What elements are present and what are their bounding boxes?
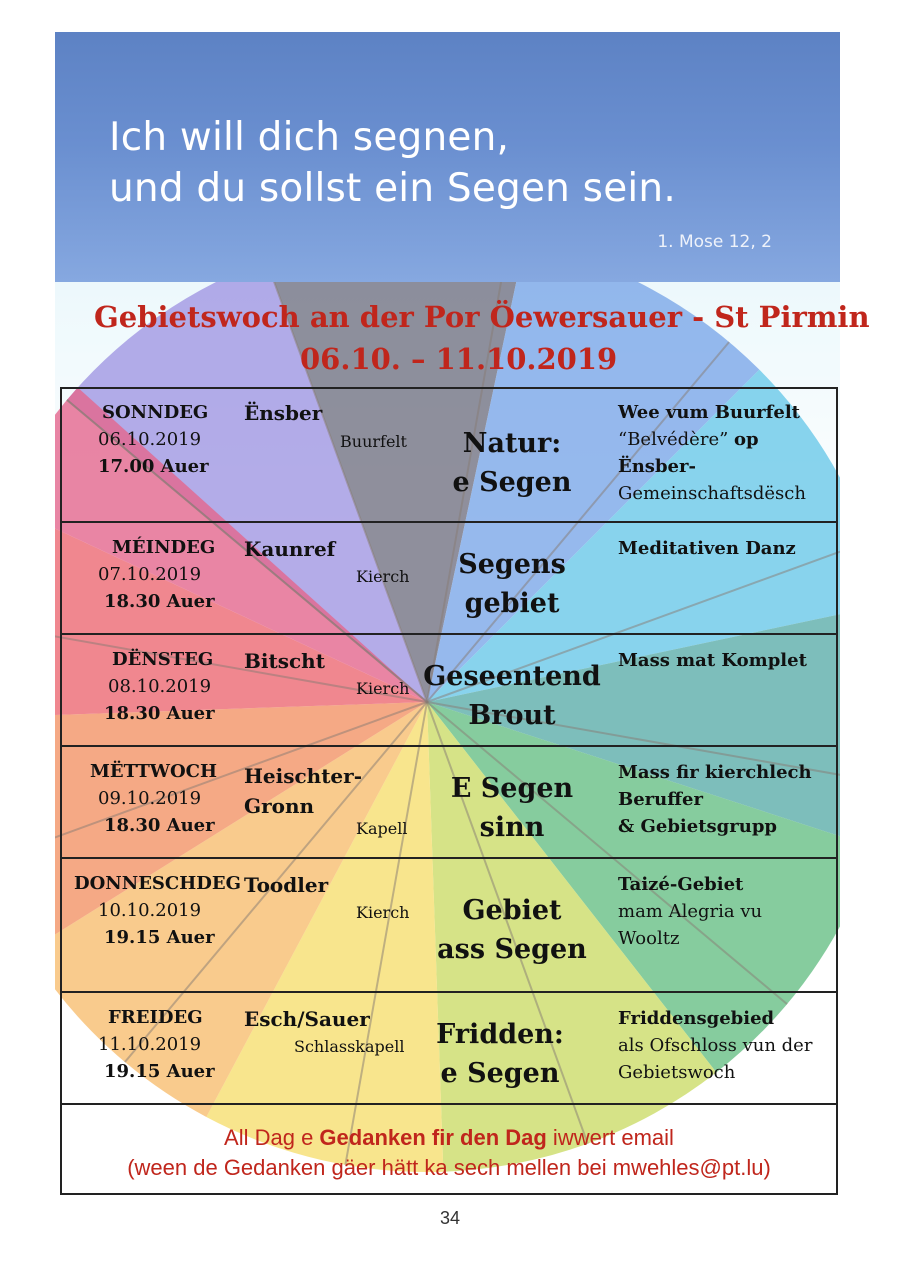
footer-text: iwwert email: [546, 1125, 674, 1150]
theme-line-1: Natur:: [462, 428, 562, 459]
time: 17.00 Auer: [98, 456, 209, 477]
date: 06.10.2019: [98, 429, 202, 450]
date: 10.10.2019: [98, 900, 202, 921]
theme-line-1: Gebiet: [462, 895, 562, 926]
desc-line: Beruffer: [618, 789, 703, 810]
place-line-2: Gronn: [244, 794, 315, 818]
day-name: DËNSTEG: [112, 649, 214, 670]
date: 08.10.2019: [108, 676, 212, 697]
footer-text: All Dag e: [224, 1125, 320, 1150]
footer-line-2: (ween de Gedanken gäer hätt ka sech mellen bei mwehles@pt.lu): [127, 1155, 771, 1180]
quote-line-2: und du sollst ein Segen sein.: [109, 166, 676, 211]
desc-line: Mass mat Komplet: [618, 650, 807, 671]
table-row: [62, 747, 836, 859]
theme-line-2: e Segen: [440, 1058, 560, 1089]
table-row: [62, 389, 836, 523]
desc-line: Gebietswoch: [618, 1062, 736, 1083]
theme-line-1: Fridden:: [436, 1019, 564, 1050]
location: Kierch: [356, 679, 410, 698]
day-name: SONNDEG: [102, 402, 209, 423]
desc-line: mam Alegria vu: [618, 901, 763, 922]
desc-line: [618, 426, 806, 453]
place: Bitscht: [244, 649, 325, 673]
date: 11.10.2019: [98, 1034, 202, 1055]
theme: [422, 657, 602, 735]
time: 18.30 Auer: [104, 703, 215, 724]
day-name: DONNESCHDEG: [74, 873, 241, 894]
theme-line-1: Segens: [458, 549, 566, 580]
desc-line: Gemeinschaftsdësch: [618, 483, 806, 504]
day-name: MËTTWOCH: [90, 761, 218, 782]
theme-line-2: e Segen: [452, 467, 572, 498]
day-name: FREIDEG: [108, 1007, 203, 1028]
bible-quote: [109, 112, 676, 214]
quote-line-1: Ich will dich segnen,: [109, 115, 510, 160]
desc-line: Wee vum Buurfelt: [618, 402, 800, 423]
description: [618, 647, 807, 674]
table-row: [62, 859, 836, 993]
time: 18.30 Auer: [104, 591, 215, 612]
theme-line-2: sinn: [479, 812, 545, 843]
theme-line-2: Brout: [468, 700, 556, 731]
footer-note: [62, 1103, 836, 1193]
theme-line-2: ass Segen: [437, 934, 587, 965]
desc-line: Taizé-Gebiet: [618, 874, 744, 895]
footer-bold-text: Gedanken fir den Dag: [319, 1125, 547, 1150]
theme: [410, 1015, 590, 1093]
theme: [422, 545, 602, 623]
time: 18.30 Auer: [104, 815, 215, 836]
theme-line-1: E Segen: [450, 773, 574, 804]
desc-text: “Belvédère”: [618, 429, 735, 450]
description: [618, 871, 762, 952]
place-line-1: Heischter-: [244, 764, 362, 788]
day-name: MÉINDEG: [112, 537, 216, 558]
place: Esch/Sauer: [244, 1007, 370, 1031]
location: Schlasskapell: [294, 1037, 405, 1056]
time: 19.15 Auer: [104, 1061, 215, 1082]
page-title: Gebietswoch an der Por Öewersauer - St Pirmin: [94, 300, 870, 334]
footer-line-1: [62, 1125, 836, 1151]
description: [618, 759, 812, 840]
date: 07.10.2019: [98, 564, 202, 585]
bible-reference: 1. Mose 12, 2: [657, 232, 772, 252]
desc-line: Mass fir kierchlech: [618, 762, 812, 783]
theme: [422, 424, 602, 502]
theme-line-1: Geseentend: [423, 661, 601, 692]
desc-line: als Ofschloss vun der: [618, 1035, 813, 1056]
location: Kapell: [356, 819, 408, 838]
location: Buurfelt: [340, 432, 407, 451]
description: [618, 399, 806, 507]
location: Kierch: [356, 903, 410, 922]
table-row: [62, 993, 836, 1105]
place: Kaunref: [244, 537, 336, 561]
desc-line: Wooltz: [618, 928, 680, 949]
desc-line: Meditativen Danz: [618, 538, 796, 559]
desc-line: Friddensgebied: [618, 1008, 775, 1029]
description: [618, 1005, 812, 1086]
place: [244, 761, 362, 821]
theme-line-2: gebiet: [464, 588, 560, 619]
theme: [422, 891, 602, 969]
schedule-table: [60, 387, 838, 1195]
description: [618, 535, 796, 562]
theme: [422, 769, 602, 847]
place: Ënsber: [244, 401, 323, 425]
page-number: 34: [439, 1208, 461, 1228]
date: 09.10.2019: [98, 788, 202, 809]
desc-bold: op: [734, 429, 759, 450]
time: 19.15 Auer: [104, 927, 215, 948]
table-row: [62, 523, 836, 635]
desc-line: & Gebietsgrupp: [618, 816, 777, 837]
location: Kierch: [356, 567, 410, 586]
page-date-range: 06.10. – 11.10.2019: [300, 342, 618, 376]
place: Toodler: [244, 873, 329, 897]
desc-line: Ënsber-: [618, 456, 696, 477]
header-banner: [55, 32, 840, 282]
table-row: [62, 635, 836, 747]
